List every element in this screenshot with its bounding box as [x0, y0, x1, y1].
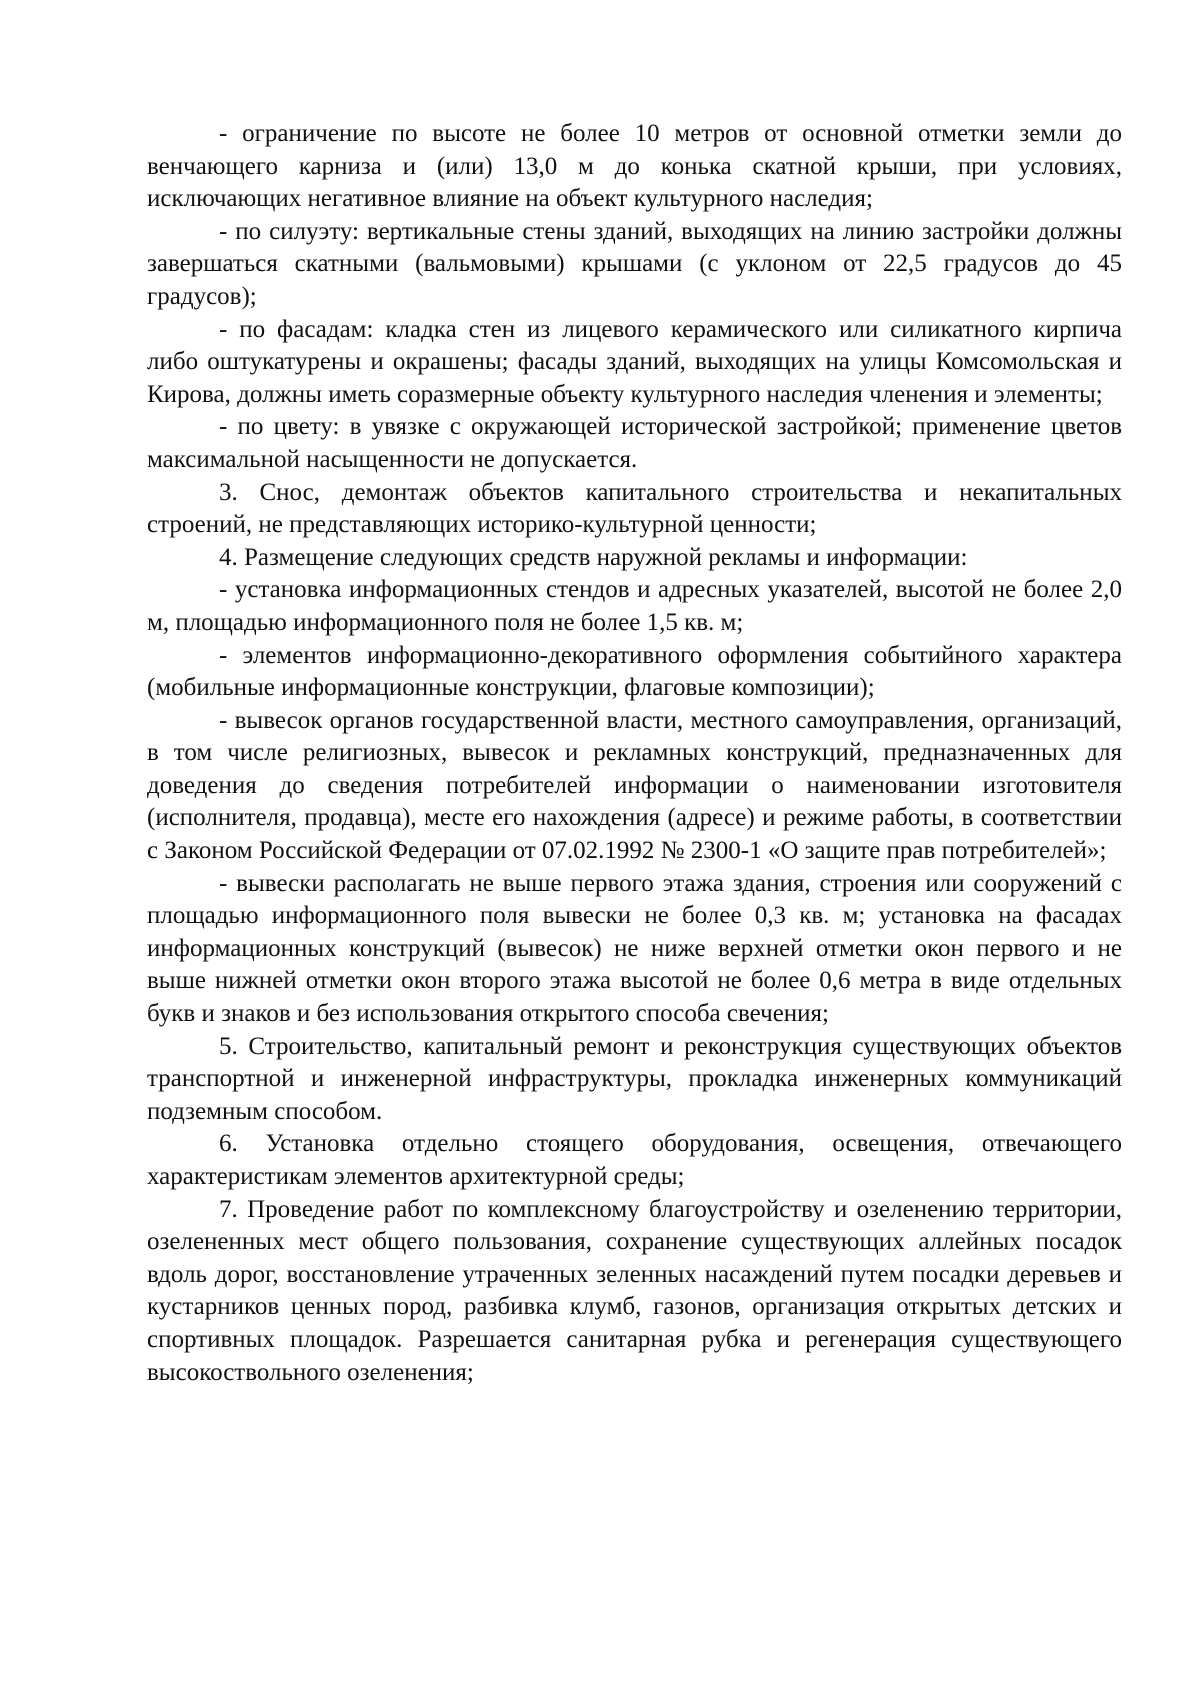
document-body	[147, 118, 1122, 1389]
paragraph-info-stands: - установка информационных стендов и адресных указателей, высотой не более 2,0 м, площадью информационного поля не более 1,5 кв. м;	[147, 576, 1122, 636]
paragraph-item-5-construction: 5. Строительство, капитальный ремонт и реконструкция существующих объектов транспортной и инженерной инфраструктуры, прокладка инженерных коммуникаций подземным способом.	[147, 1032, 1122, 1125]
paragraph-facades: - по фасадам: кладка стен из лицевого керамического или силикатного кирпича либо оштукатурены и окрашены; фасады зданий, выходящих на улицы Комсомольская и Кирова, должны иметь соразмерные объекту культурного наследия членения и элементы;	[147, 315, 1122, 408]
paragraph-item-3-demolition: 3. Снос, демонтаж объектов капитального строительства и некапитальных строений, не представляющих историко-культурной ценности;	[147, 478, 1122, 539]
paragraph-silhouette: - по силуэту: вертикальные стены зданий, выходящих на линию застройки должны завершаться скатными (вальмовыми) крышами (с уклоном от 22,5 градусов до 45 градусов);	[147, 217, 1122, 310]
paragraph-item-4-advertising: 4. Размещение следующих средств наружной рекламы и информации:	[219, 543, 968, 571]
paragraph-height-limit: - ограничение по высоте не более 10 метров от основной отметки земли до венчающего карниза и (или) 13,0 м до конька скатной крыши, при условиях, исключающих негативное влияние на объект культурного наследия;	[147, 120, 1122, 213]
paragraph-decorative-elements: - элементов информационно-декоративного оформления событийного характера (мобильные информационные конструкции, флаговые композиции);	[147, 641, 1122, 702]
paragraph-signboard-placement: - вывески располагать не выше первого этажа здания, строения или сооружений с площадью информационного поля вывески не более 0,3 кв. м; установка на фасадах информационных конструкций (вывесок) не ниже верхней отметки окон первого и не выше нижней отметки окон второго этажа высотой не более 0,6 метра в виде отдельных букв и знаков и без использования открытого способа свечения;	[147, 869, 1122, 1028]
paragraph-color: - по цвету: в увязке с окружающей исторической застройкой; применение цветов максимальной насыщенности не допускается.	[147, 413, 1122, 473]
paragraph-signboards: - вывесок органов государственной власти, местного самоуправления, организаций, в том числе религиозных, вывесок и рекламных конструкций, предназначенных для доведения до сведения потребителей информации о наименовании изготовителя (исполнителя, продавца), месте его нахождения (адресе) и режиме работы, в соответствии с Законом Российской Федерации от 07.02.1992 № 2300-1 «О защите прав потребителей»;	[147, 706, 1122, 865]
paragraph-item-7-landscaping: 7. Проведение работ по комплексному благоустройству и озеленению территории, озелененных мест общего пользования, сохранение существующих аллейных посадок вдоль дорог, восстановление утраченных зеленных насаждений путем посадки деревьев и кустарников ценных пород, разбивка клумб, газонов, организация открытых детских и спортивных площадок. Разрешается санитарная рубка и регенерация существующего высокоствольного озеленения;	[147, 1195, 1122, 1386]
paragraph-item-6-equipment: 6. Установка отдельно стоящего оборудования, освещения, отвечающего характеристикам элементов архитектурной среды;	[147, 1130, 1122, 1190]
